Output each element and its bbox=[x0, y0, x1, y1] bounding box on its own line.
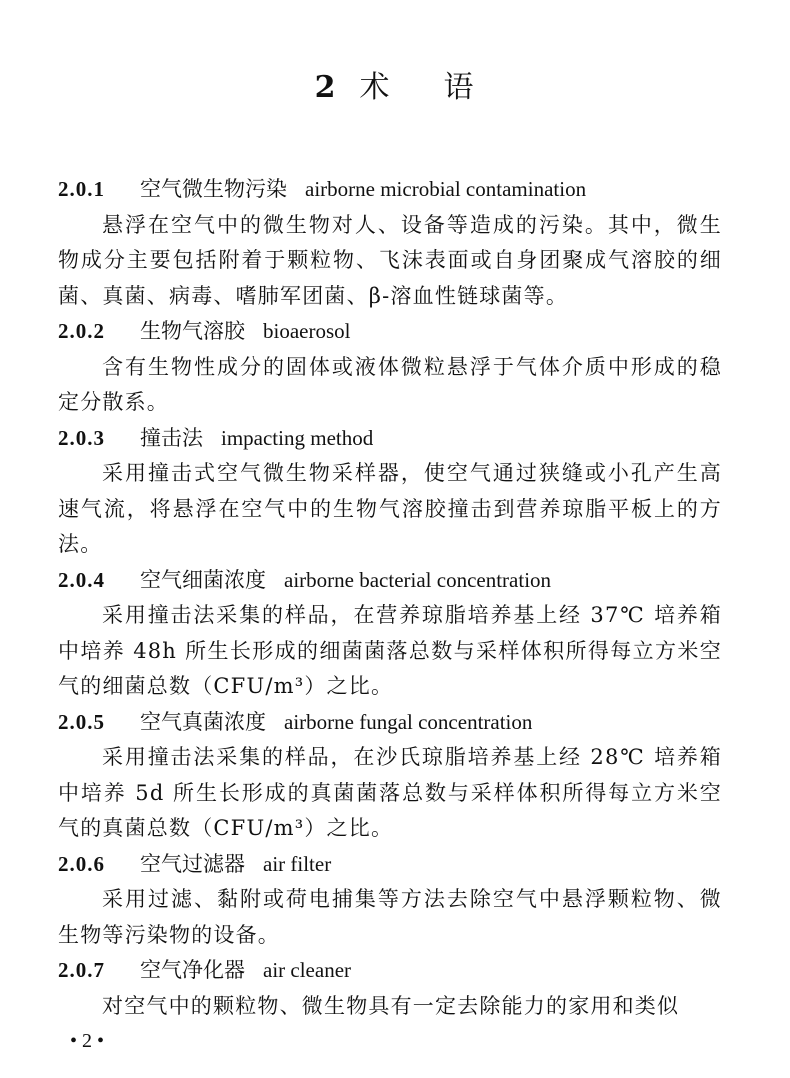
term-english-name: impacting method bbox=[221, 425, 374, 450]
term-heading bbox=[58, 705, 722, 741]
term-definition: 采用撞击法采集的样品，在营养琼脂培养基上经 37℃ 培养箱中培养 48h 所生长形成的细菌菌落总数与采样体积所得每立方米空气的细菌总数（CFU/m³）之比。 bbox=[58, 603, 722, 698]
term-english-name: airborne bacterial concentration bbox=[284, 567, 552, 592]
term-entry bbox=[58, 172, 722, 314]
term-definition: 悬浮在空气中的微生物对人、设备等造成的污染。其中，微生物成分主要包括附着于颗粒物、飞沫表面或自身团聚成气溶胶的细菌、真菌、病毒、嗜肺军团菌、β-溶血性链球菌等。 bbox=[58, 212, 722, 308]
term-entry bbox=[58, 953, 722, 1024]
term-chinese-name: 生物气溶胶 bbox=[140, 319, 245, 343]
term-number: 2.0.6 bbox=[58, 851, 105, 876]
term-definition: 采用撞击式空气微生物采样器，使空气通过狭缝或小孔产生高速气流，将悬浮在空气中的生物气溶胶撞击到营养琼脂平板上的方法。 bbox=[58, 461, 722, 556]
term-number: 2.0.3 bbox=[58, 425, 105, 450]
term-chinese-name: 撞击法 bbox=[140, 425, 203, 450]
chapter-title-part2: 语 bbox=[443, 70, 476, 105]
term-heading bbox=[58, 421, 722, 457]
term-definition: 采用撞击法采集的样品，在沙氏琼脂培养基上经 28℃ 培养箱中培养 5d 所生长形成的真菌菌落总数与采样体积所得每立方米空气的真菌总数（CFU/m³）之比。 bbox=[58, 745, 722, 840]
term-heading bbox=[58, 953, 722, 989]
term-chinese-name: 空气净化器 bbox=[140, 958, 245, 982]
term-definition: 对空气中的颗粒物、微生物具有一定去除能力的家用和类似 bbox=[102, 993, 680, 1018]
term-number: 2.0.4 bbox=[58, 567, 105, 592]
term-entry bbox=[58, 847, 722, 954]
terms-list bbox=[58, 172, 722, 1024]
term-number: 2.0.1 bbox=[58, 177, 105, 201]
term-chinese-name: 空气微生物污染 bbox=[140, 177, 287, 201]
chapter-title-part1: 术 bbox=[359, 70, 392, 105]
chapter-title bbox=[0, 62, 790, 106]
chapter-number: 2 bbox=[314, 70, 338, 105]
term-english-name: air filter bbox=[263, 851, 332, 876]
term-entry bbox=[58, 421, 722, 563]
term-definition: 采用过滤、黏附或荷电捕集等方法去除空气中悬浮颗粒物、微生物等污染物的设备。 bbox=[58, 887, 722, 947]
term-number: 2.0.7 bbox=[58, 958, 105, 982]
term-definition: 含有生物性成分的固体或液体微粒悬浮于气体介质中形成的稳定分散系。 bbox=[58, 354, 722, 414]
term-number: 2.0.5 bbox=[58, 709, 105, 734]
term-english-name: bioaerosol bbox=[263, 319, 351, 343]
term-chinese-name: 空气真菌浓度 bbox=[140, 709, 266, 734]
term-heading bbox=[58, 314, 722, 350]
term-entry bbox=[58, 314, 722, 421]
page-number: • 2 • bbox=[70, 1030, 105, 1052]
term-heading bbox=[58, 847, 722, 883]
term-number: 2.0.2 bbox=[58, 319, 105, 343]
term-entry bbox=[58, 563, 722, 705]
term-heading bbox=[58, 172, 722, 208]
term-english-name: air cleaner bbox=[263, 958, 352, 982]
term-chinese-name: 空气细菌浓度 bbox=[140, 567, 266, 592]
term-english-name: airborne microbial contamination bbox=[305, 177, 587, 201]
term-english-name: airborne fungal concentration bbox=[284, 709, 533, 734]
term-heading bbox=[58, 563, 722, 599]
term-entry bbox=[58, 705, 722, 847]
term-chinese-name: 空气过滤器 bbox=[140, 851, 245, 876]
